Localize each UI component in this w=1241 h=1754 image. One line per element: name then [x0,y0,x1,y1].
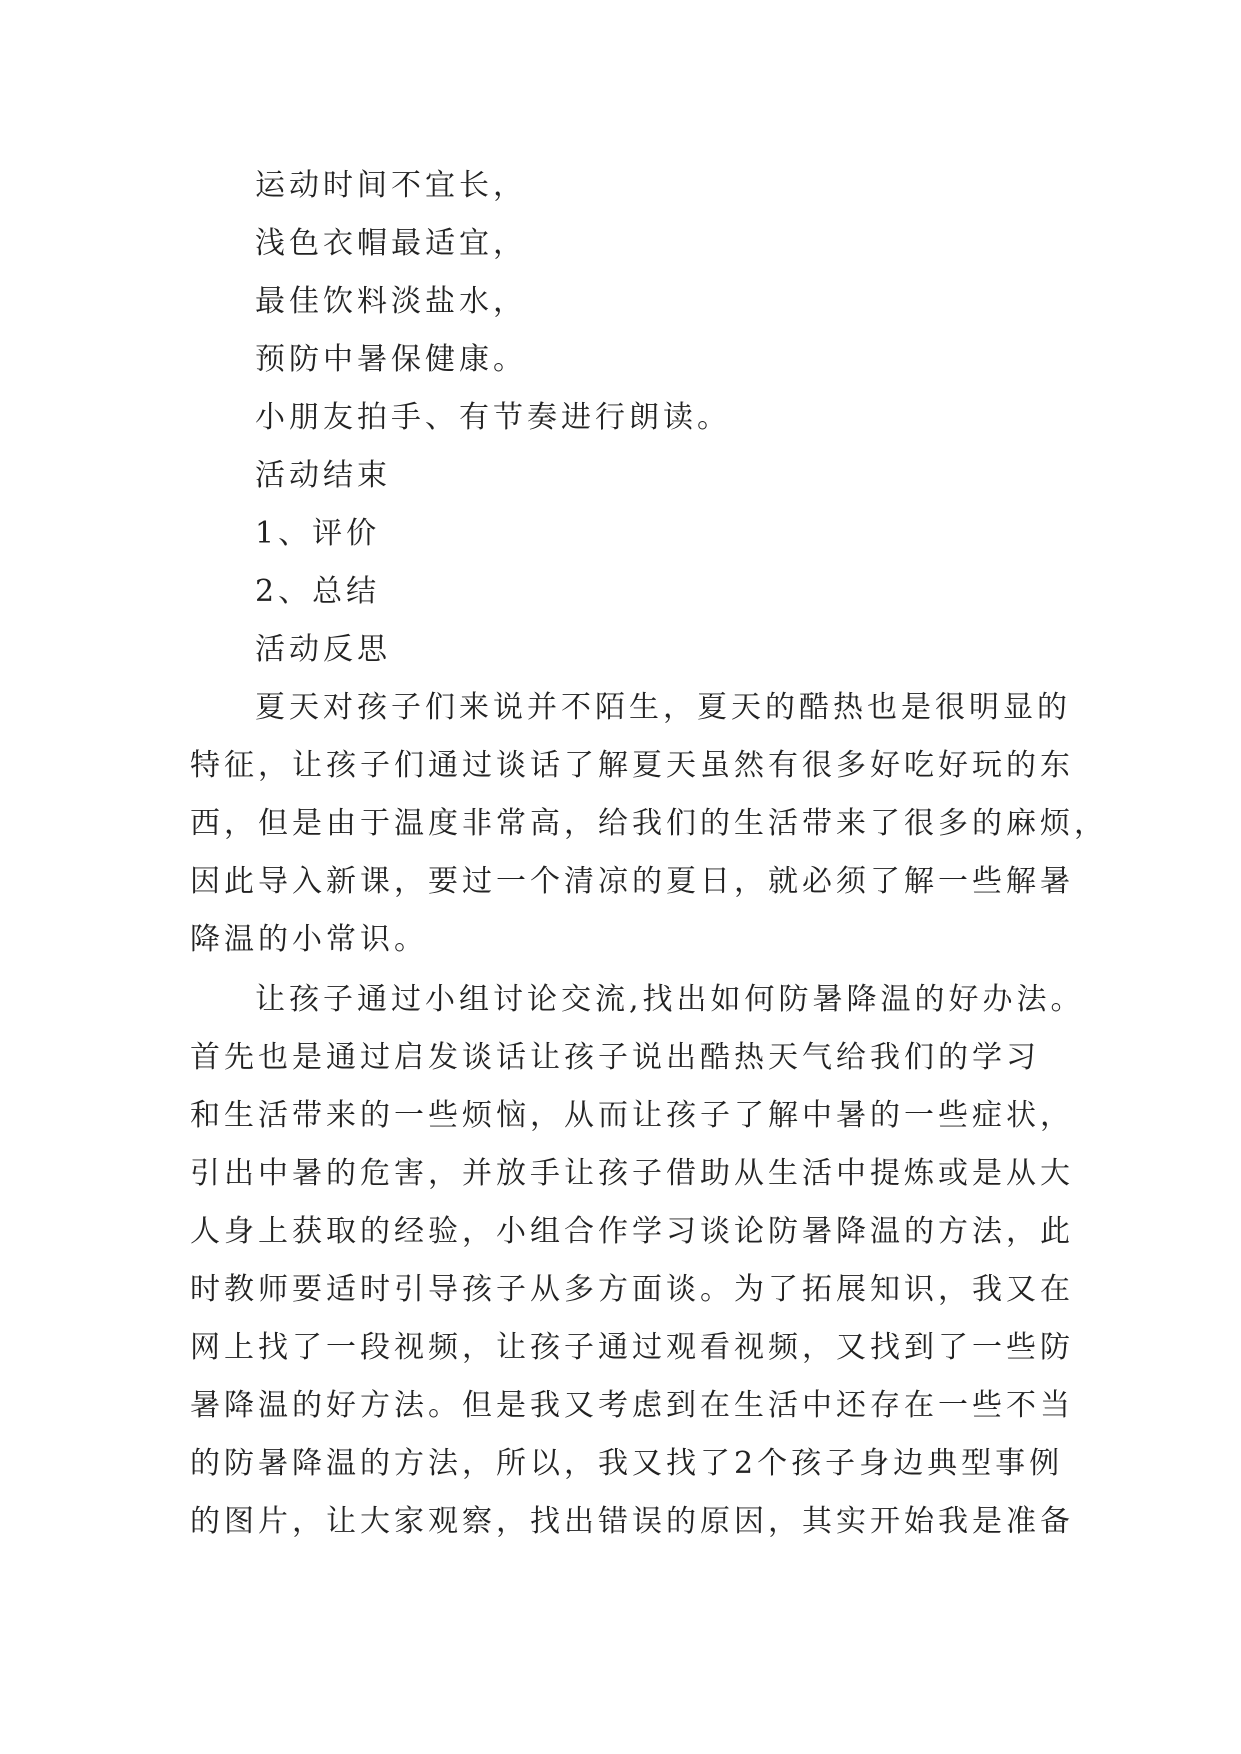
paragraph-line: 的防暑降温的方法，所以，我又找了2个孩子身边典型事例 [190,1446,1064,1481]
text-line: 预防中暑保健康。 [255,342,527,377]
section-heading: 活动反思 [255,632,391,667]
paragraph-line: 因此导入新课，要过一个清凉的夏日，就必须了解一些解暑 [190,864,1074,899]
paragraph-line: 西，但是由于温度非常高，给我们的生活带来了很多的麻烦， [190,806,1108,841]
paragraph-line: 引出中暑的危害，并放手让孩子借助从生活中提炼或是从大 [190,1156,1074,1191]
text-line: 浅色衣帽最适宜， [255,226,527,261]
paragraph-line: 和生活带来的一些烦恼，从而让孩子了解中暑的一些症状， [190,1098,1074,1133]
section-heading: 活动结束 [255,458,391,493]
paragraph-line: 让孩子通过小组讨论交流,找出如何防暑降温的好办法。 [255,982,1085,1017]
paragraph-line: 暑降温的好方法。但是我又考虑到在生活中还存在一些不当 [190,1388,1074,1423]
paragraph-line: 时教师要适时引导孩子从多方面谈。为了拓展知识，我又在 [190,1272,1074,1307]
text-line: 运动时间不宜长， [255,168,527,203]
paragraph-line: 网上找了一段视频，让孩子通过观看视频，又找到了一些防 [190,1330,1074,1365]
paragraph-line: 夏天对孩子们来说并不陌生，夏天的酷热也是很明显的 [255,690,1071,725]
text-line: 最佳饮料淡盐水， [255,284,527,319]
list-item: 2、总结 [255,574,381,609]
paragraph-line: 特征，让孩子们通过谈话了解夏天虽然有很多好吃好玩的东 [190,748,1074,783]
text-line: 小朋友拍手、有节奏进行朗读。 [255,400,731,435]
paragraph-line: 人身上获取的经验，小组合作学习谈论防暑降温的方法，此 [190,1214,1074,1249]
paragraph-line: 的图片，让大家观察，找出错误的原因，其实开始我是准备 [190,1504,1074,1539]
paragraph-line: 降温的小常识。 [190,922,428,957]
list-item: 1、评价 [255,516,381,551]
paragraph-line: 首先也是通过启发谈话让孩子说出酷热天气给我们的学习 [190,1040,1040,1075]
